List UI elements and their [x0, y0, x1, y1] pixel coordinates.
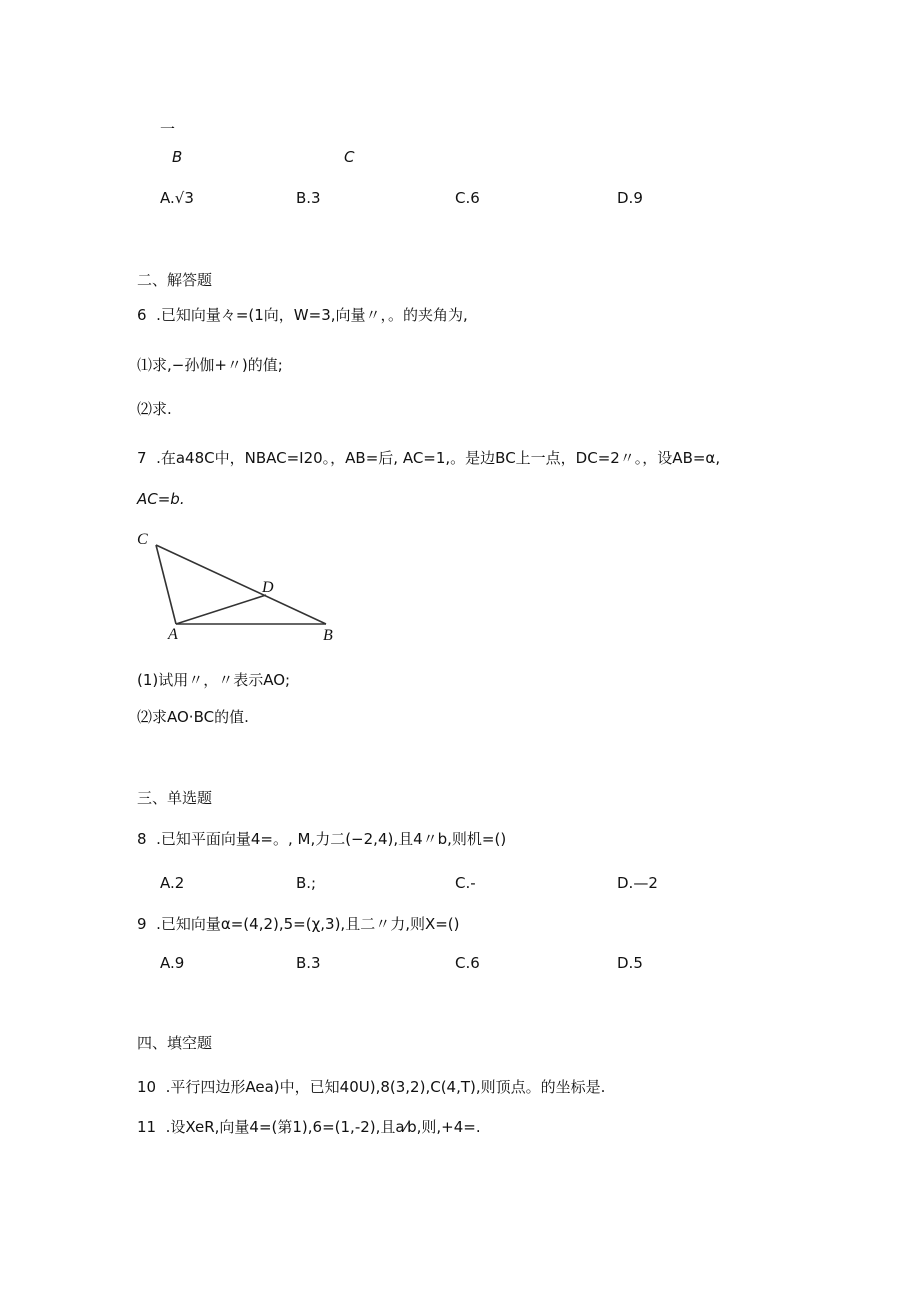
q11-stem: 11 .设XeR,向量4=(第1),6=(1,-2),且a⁄b,则,+4=.	[137, 1118, 481, 1136]
q8-option-a: A.2	[160, 874, 185, 892]
q8-option-c: C.-	[455, 874, 476, 892]
q6-part1: ⑴求,−孙伽+〃)的值;	[137, 356, 283, 374]
q8-option-b: B.;	[296, 874, 317, 892]
segment-ad	[176, 595, 266, 624]
q6-stem: 6 .已知向量々=(1向，W=3,向量〃，。的夹角为,	[137, 306, 468, 324]
q5-option-b: B.3	[296, 189, 321, 207]
q5-option-d: D.9	[617, 189, 643, 207]
q9-option-b: B.3	[296, 954, 321, 972]
vertex-label-b: B	[323, 627, 333, 644]
segment-cb	[156, 545, 326, 624]
section-title-single-choice: 三、单选题	[137, 789, 213, 807]
q10-stem: 10 .平行四边形Aea)中，已知40U),8(3,2),C(4,T),则顶点。的坐标是.	[137, 1078, 606, 1096]
q9-option-c: C.6	[455, 954, 480, 972]
q7-stem: 7 .在a48C中，NBAC=I20。，AB=后, AC=1,。是边BC上一点，DC=2〃。，设AB=α,	[137, 449, 721, 467]
figure-fragment-dash: 一	[160, 120, 176, 138]
q6-part2: ⑵求.	[137, 400, 172, 418]
vertex-label-a: A	[168, 626, 178, 643]
section-title-answer: 二、解答题	[137, 271, 213, 289]
vertex-label-c: C	[137, 531, 148, 548]
q9-stem: 9 .已知向量α=(4,2),5=(χ,3),且二〃力,则X=()	[137, 915, 460, 933]
figure-fragment-label-b: B	[172, 148, 183, 166]
q7-part2: ⑵求AO·BC的值.	[137, 708, 249, 726]
q9-option-d: D.5	[617, 954, 643, 972]
vertex-label-d: D	[262, 579, 274, 596]
figure-fragment-label-c: C	[344, 148, 355, 166]
triangle-figure	[130, 525, 370, 655]
q9-option-a: A.9	[160, 954, 185, 972]
q8-option-d: D.—2	[617, 874, 658, 892]
q5-option-a: A.√3	[160, 189, 194, 207]
q5-option-c: C.6	[455, 189, 480, 207]
section-title-fill-blank: 四、填空题	[137, 1034, 213, 1052]
q7-part1: (1)试用〃，〃表示AO;	[137, 671, 291, 689]
segment-ca	[156, 545, 176, 624]
q7-stem-line2: AC=b.	[137, 490, 185, 508]
q8-stem: 8 .已知平面向量4=。, M,力二(−2,4),且4〃b,则机=()	[137, 830, 507, 848]
